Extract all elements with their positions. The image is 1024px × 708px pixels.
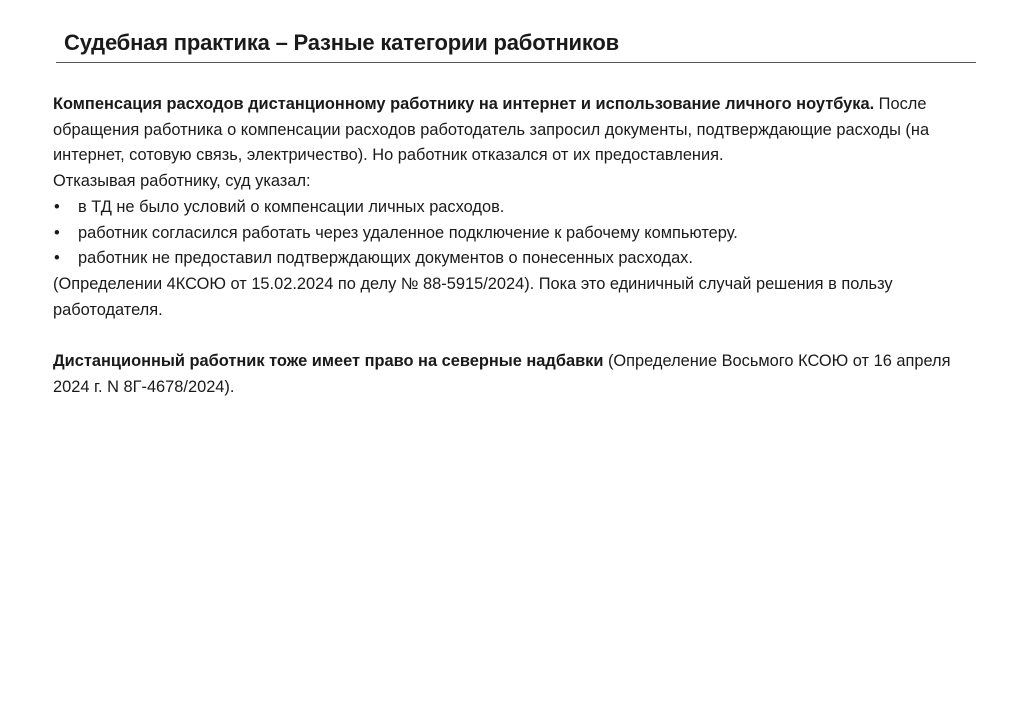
section-northern-allowance-heading: Дистанционный работник тоже имеет право на северные надбавки: [53, 352, 604, 371]
list-item: [53, 221, 973, 247]
court-ruling-intro: Отказывая работнику, суд указал:: [53, 172, 311, 191]
section-compensation-paragraph: [53, 92, 973, 169]
list-item-text: работник не предоставил подтверждающих документов о понесенных расходах.: [78, 249, 693, 268]
list-item-text: в ТД не было условий о компенсации личных расходов.: [78, 197, 505, 216]
bullet-icon: •: [54, 249, 60, 268]
list-item-text: работник согласился работать через удаленное подключение к рабочему компьютеру.: [78, 223, 738, 242]
court-reasons-list: [53, 195, 973, 272]
section-compensation-text: После обращения работника о компенсации расходов работодатель запросил документы, подтверждающие расходы (на интернет, сотовую связь, электричество). Но работник отказался от их предоставления.: [53, 95, 930, 165]
title-divider: [56, 62, 976, 63]
bullet-icon: •: [54, 197, 60, 216]
paragraph-spacer: [53, 323, 973, 349]
list-item: [53, 195, 973, 221]
section-compensation-heading: Компенсация расходов дистанционному работнику на интернет и использование личного ноутбука.: [53, 95, 875, 113]
section-northern-allowance-text: (Определение Восьмого КСОЮ от 16 апреля 2024 г. N 8Г-4678/2024).: [53, 352, 951, 396]
section-northern-allowance-paragraph: [53, 349, 973, 400]
slide-title: Судебная практика – Разные категории работников: [64, 30, 619, 55]
court-reference-text: (Определении 4КСОЮ от 15.02.2024 по делу № 88-5915/2024). Пока это единичный случай решения в пользу работодателя.: [53, 274, 893, 319]
slide-content: [53, 92, 973, 400]
list-item: [53, 246, 973, 272]
bullet-icon: •: [54, 223, 60, 242]
